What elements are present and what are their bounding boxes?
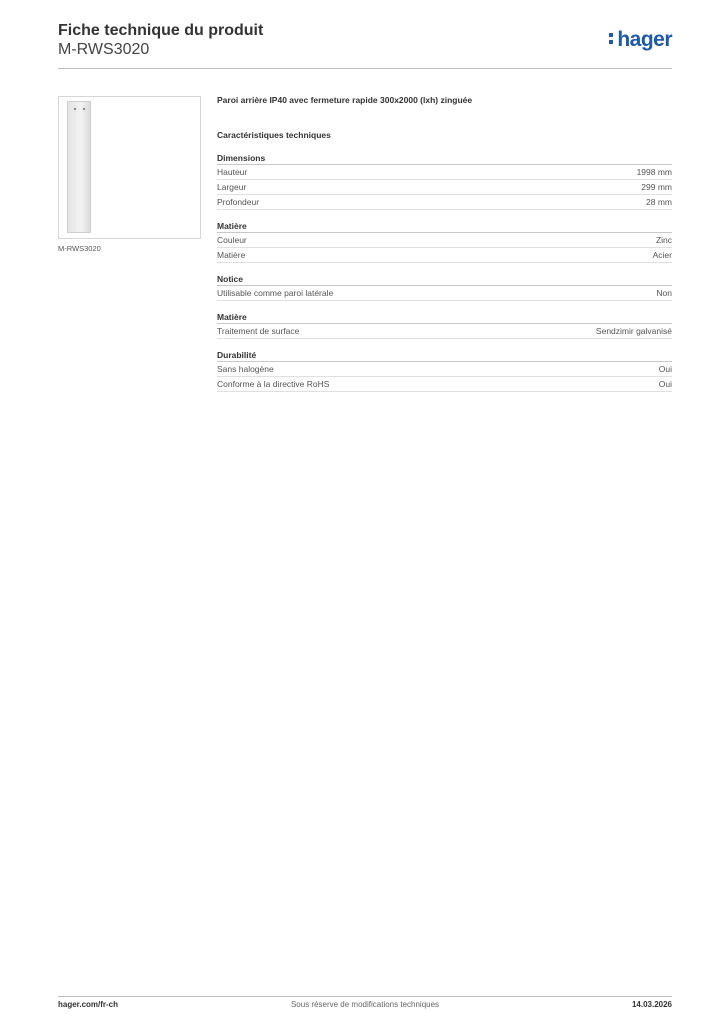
product-reference: M-RWS3020 [58, 41, 150, 58]
footer-date: 14.03.2026 [631, 1000, 672, 1009]
characteristics-heading: Caractéristiques techniques [217, 130, 331, 140]
spec-value: Oui [658, 364, 672, 374]
spec-value: Acier [652, 250, 672, 260]
spec-row [217, 180, 672, 195]
group-title: Notice [217, 273, 672, 286]
page-footer [58, 996, 672, 1011]
product-image [58, 96, 201, 239]
spec-row [217, 248, 672, 263]
group-dimensions [217, 152, 672, 210]
spec-row [217, 286, 672, 301]
spec-value: Non [656, 288, 672, 298]
spec-row [217, 233, 672, 248]
product-image-caption: M-RWS3020 [58, 244, 101, 253]
page-header [58, 20, 672, 69]
group-durability [217, 349, 672, 392]
hager-logo [607, 28, 672, 54]
spec-value: 28 mm [646, 197, 672, 207]
spec-row [217, 377, 672, 392]
group-title: Matière [217, 311, 672, 324]
spec-label: Conforme à la directive RoHS [217, 379, 330, 389]
spec-row [217, 324, 672, 339]
spec-value: Oui [658, 379, 672, 389]
group-notice [217, 273, 672, 301]
spec-label: Sans halogène [217, 364, 274, 374]
group-title: Matière [217, 220, 672, 233]
footer-notice: Sous réserve de modifications techniques [290, 1000, 440, 1009]
product-description: Paroi arrière IP40 avec fermeture rapide 300x2000 (lxh) zinguée [217, 95, 473, 105]
group-material [217, 220, 672, 263]
spec-value: Sendzimir galvanisé [595, 326, 672, 336]
spec-value: Zinc [655, 235, 672, 245]
logo-dots-icon [607, 28, 617, 48]
group-title: Durabilité [217, 349, 672, 362]
spec-label: Utilisable comme paroi latérale [217, 288, 334, 298]
spec-label: Couleur [217, 235, 247, 245]
footer-website: hager.com/fr-ch [58, 1000, 119, 1009]
spec-label: Hauteur [217, 167, 248, 177]
spec-row [217, 362, 672, 377]
logo-text: hager [617, 28, 672, 51]
group-title: Dimensions [217, 152, 672, 165]
group-surface-treatment [217, 311, 672, 339]
spec-row [217, 195, 672, 210]
spec-label: Profondeur [217, 197, 260, 207]
spec-value: 1998 mm [636, 167, 672, 177]
spec-value: 299 mm [641, 182, 672, 192]
spec-row [217, 165, 672, 180]
document-title: Fiche technique du produit [58, 22, 264, 39]
product-details [217, 94, 672, 392]
panel-holes-icon [68, 103, 90, 115]
spec-label: Traitement de surface [217, 326, 300, 336]
rear-panel-illustration [67, 101, 91, 233]
spec-label: Matière [217, 250, 246, 260]
spec-label: Largeur [217, 182, 247, 192]
